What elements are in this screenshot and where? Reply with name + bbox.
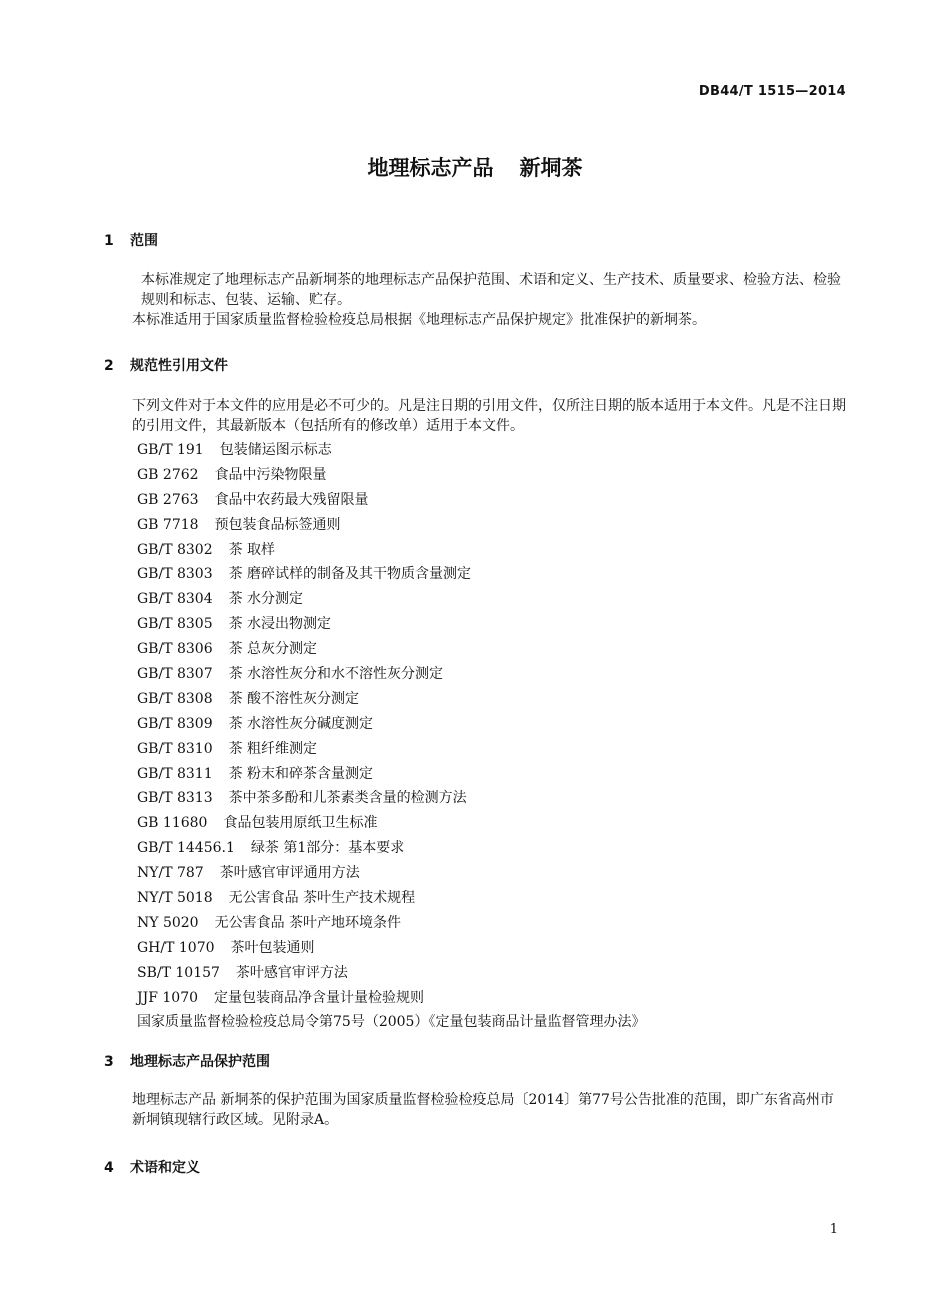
reference-code: GB/T 8313 [137,790,213,807]
reference-item [137,986,645,1011]
section-2-paragraph-1: 下列文件对于本文件的应用是必不可少的。凡是注日期的引用文件，仅所注日期的版本适用于本文件。凡是不注日期的引用文件，其最新版本（包括所有的修改单）适用于本文件。 [132,398,846,434]
title-part-2: 新垌茶 [519,156,583,180]
reference-code: GB/T 8307 [137,666,213,683]
section-3-body [104,1090,846,1130]
reference-title: 茶 粗纤维测定 [228,740,318,757]
reference-item [137,786,645,811]
reference-code: GB/T 8305 [137,616,213,633]
reference-item [137,712,645,737]
reference-item [137,587,645,612]
reference-item [137,538,645,563]
reference-title: 定量包装商品净含量计量检验规则 [214,989,425,1006]
reference-title: 无公害食品 茶叶产地环境条件 [214,914,402,931]
reference-title: 绿茶 第1部分：基本要求 [250,840,405,857]
reference-title: 茶叶感官审评方法 [235,964,348,981]
reference-item [137,463,645,488]
reference-code: SB/T 10157 [137,964,220,981]
reference-code: GB 2762 [137,466,199,483]
reference-code: GB/T 8309 [137,715,213,732]
page-number: 1 [829,1222,838,1237]
reference-item [137,687,645,712]
reference-item [137,961,645,986]
reference-code: GB/T 8303 [137,566,213,583]
reference-code: GH/T 1070 [137,939,215,956]
reference-code: NY/T 5018 [137,890,213,907]
reference-title: 茶 取样 [228,541,276,558]
reference-item [137,438,645,463]
reference-item [137,612,645,637]
standard-code: DB44/T 1515—2014 [698,84,846,99]
reference-code: GB/T 191 [137,442,204,458]
reference-title: 包装储运图示标志 [219,442,332,458]
reference-code: GB/T 8302 [137,541,213,558]
section-3-paragraph-1: 地理标志产品 新垌茶的保护范围为国家质量监督检验检疫总局〔2014〕第77号公告批准的范围，即广东省高州市新垌镇现辖行政区域。见附录A。 [132,1092,834,1128]
reference-title: 茶 总灰分测定 [228,641,318,658]
reference-title: 茶 粉末和碎茶含量测定 [228,765,374,782]
reference-item [137,762,645,787]
title-part-1: 地理标志产品 [367,156,494,180]
reference-code: GB/T 14456.1 [137,840,235,857]
reference-code: NY 5020 [137,914,199,931]
reference-code: GB 7718 [137,516,199,533]
reference-code: JJF 1070 [137,989,199,1006]
reference-code: GB 2763 [137,491,199,508]
reference-item [137,811,645,836]
reference-item [137,936,645,961]
reference-item [137,861,645,886]
section-1-paragraph-1: 本标准规定了地理标志产品新垌茶的地理标志产品保护范围、术语和定义、生产技术、质量要求、检验方法、检验规则和标志、包装、运输、贮存。 [141,272,841,308]
reference-title: 茶 水浸出物测定 [228,616,332,633]
reference-item [137,1010,645,1035]
section-2-body [104,396,846,436]
reference-title: 茶 磨碎试样的制备及其干物质含量测定 [228,566,472,583]
reference-title: 茶叶感官审评通用方法 [219,865,360,882]
reference-item [137,911,645,936]
reference-title: 国家质量监督检验检疫总局令第75号（2005）《定量包装商品计量监督管理办法》 [137,1014,646,1031]
reference-title: 食品中污染物限量 [214,466,327,483]
reference-code: GB/T 8308 [137,690,213,707]
section-2-heading: 2 规范性引用文件 [104,358,228,374]
reference-title: 茶 水溶性灰分和水不溶性灰分测定 [228,666,444,683]
reference-code: GB/T 8311 [137,765,213,782]
section-1-paragraph-2: 本标准适用于国家质量监督检验检疫总局根据《地理标志产品保护规定》批准保护的新垌茶。 [132,312,706,328]
reference-title: 茶 水分测定 [228,591,304,608]
normative-references-list [137,438,645,1035]
reference-item [137,662,645,687]
reference-title: 预包装食品标签通则 [214,516,341,533]
reference-title: 无公害食品 茶叶生产技术规程 [228,890,416,907]
reference-code: GB/T 8304 [137,591,213,608]
reference-item [137,488,645,513]
reference-title: 茶中茶多酚和儿茶素类含量的检测方法 [228,790,467,807]
reference-item [137,886,645,911]
reference-item [137,513,645,538]
reference-title: 茶叶包装通则 [230,939,315,956]
reference-code: GB/T 8310 [137,740,213,757]
section-1-heading: 1 范围 [104,233,158,249]
reference-item [137,836,645,861]
section-4-heading: 4 术语和定义 [104,1160,200,1176]
reference-title: 茶 酸不溶性灰分测定 [228,690,360,707]
reference-title: 茶 水溶性灰分碱度测定 [228,715,374,732]
reference-code: GB 11680 [137,815,208,832]
section-3-heading: 3 地理标志产品保护范围 [104,1054,270,1070]
document-title [0,152,950,182]
reference-title: 食品中农药最大残留限量 [214,491,369,508]
reference-item [137,737,645,762]
reference-code: NY/T 787 [137,865,204,882]
reference-code: GB/T 8306 [137,641,213,658]
reference-item [137,562,645,587]
reference-item [137,637,645,662]
reference-title: 食品包装用原纸卫生标准 [223,815,378,832]
section-1-body [113,270,848,330]
